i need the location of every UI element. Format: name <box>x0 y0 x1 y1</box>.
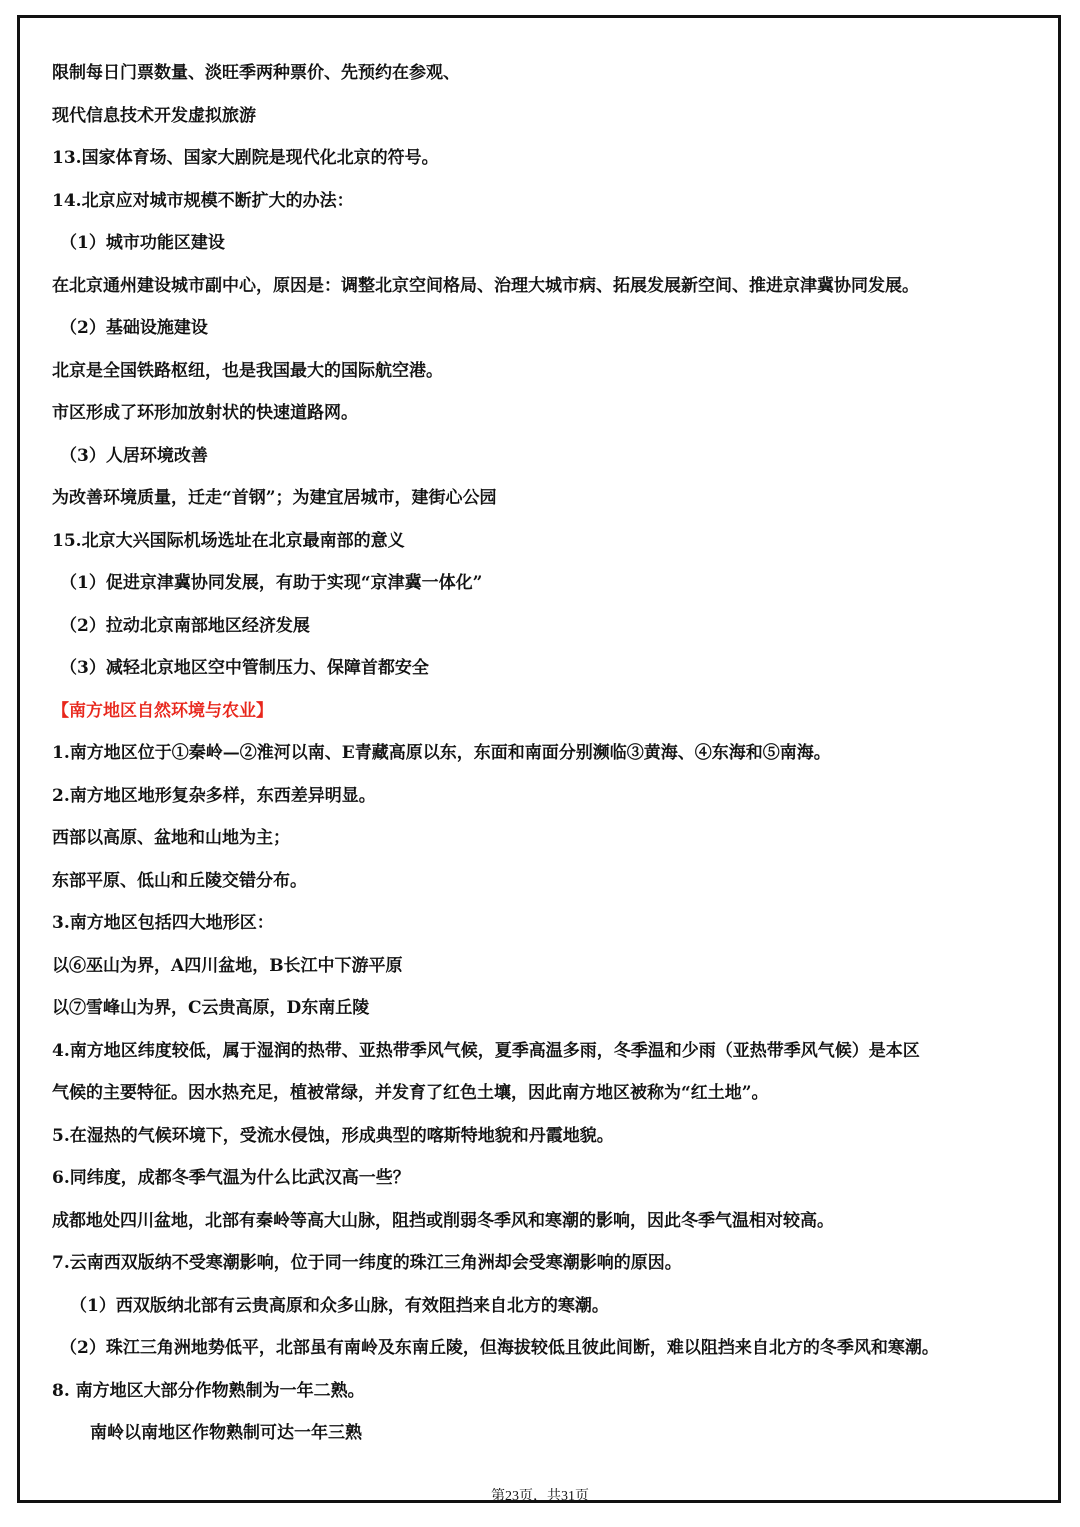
text-line-22: 以⑥巫山为界，A四川盆地，B长江中下游平原 <box>52 955 403 976</box>
page-number: 第23页，共31页 <box>491 1489 589 1504</box>
text-line-13: （1）促进京津冀协同发展，有助于实现“京津冀一体化” <box>60 573 483 593</box>
section-heading: 【南方地区自然环境与农业】 <box>52 700 273 721</box>
text-line-19: 西部以高原、盆地和山地为主； <box>52 828 290 848</box>
text-line-32: 8. 南方地区大部分作物熟制为一年二熟。 <box>52 1380 365 1401</box>
text-line-20: 东部平原、低山和丘陵交错分布。 <box>52 870 307 891</box>
text-line-8: 北京是全国铁路枢纽，也是我国最大的国际航空港。 <box>52 360 443 381</box>
text-line-15: （3）减轻北京地区空中管制压力、保障首都安全 <box>60 658 429 678</box>
text-line-18: 2.南方地区地形复杂多样，东西差异明显。 <box>52 785 376 806</box>
text-line-33: 南岭以南地区作物熟制可达一年三熟 <box>90 1423 362 1443</box>
text-line-4: 14.北京应对城市规模不断扩大的办法： <box>52 190 354 211</box>
text-line-3: 13.国家体育场、国家大剧院是现代化北京的符号。 <box>52 148 439 168</box>
text-line-26: 5.在湿热的气候环境下，受流水侵蚀，形成典型的喀斯特地貌和丹霞地貌。 <box>52 1125 614 1146</box>
text-line-23: 以⑦雪峰山为界，C云贵高原，D东南丘陵 <box>52 998 370 1018</box>
text-line-28: 成都地处四川盆地，北部有秦岭等高大山脉，阻挡或削弱冬季风和寒潮的影响，因此冬季气温相对较高。 <box>52 1210 834 1231</box>
text-line-25: 气候的主要特征。因水热充足，植被常绿，并发育了红色土壤，因此南方地区被称为“红土地”。 <box>52 1083 769 1103</box>
text-line-9: 市区形成了环形加放射状的快速道路网。 <box>52 403 358 423</box>
text-line-7: （2）基础设施建设 <box>60 318 208 338</box>
text-line-29: 7.云南西双版纳不受寒潮影响，位于同一纬度的珠江三角洲却会受寒潮影响的原因。 <box>52 1253 682 1273</box>
text-line-11: 为改善环境质量，迁走“首钢”；为建宜居城市，建街心公园 <box>52 488 497 508</box>
text-line-21: 3.南方地区包括四大地形区： <box>52 913 274 933</box>
text-line-2: 现代信息技术开发虚拟旅游 <box>52 105 256 126</box>
text-line-30: （1）西双版纳北部有云贵高原和众多山脉，有效阻挡来自北方的寒潮。 <box>70 1295 609 1316</box>
document-body <box>52 52 1032 1455</box>
text-line-17: 1.南方地区位于①秦岭—②淮河以南、E青藏高原以东，东面和南面分别濒临③黄海、④东海和⑤南海。 <box>52 743 831 763</box>
text-line-14: （2）拉动北京南部地区经济发展 <box>60 615 310 636</box>
text-line-24: 4.南方地区纬度较低，属于湿润的热带、亚热带季风气候，夏季高温多雨，冬季温和少雨（亚热带季风气候）是本区 <box>52 1040 920 1061</box>
text-line-10: （3）人居环境改善 <box>60 445 208 466</box>
text-line-27: 6.同纬度，成都冬季气温为什么比武汉高一些？ <box>52 1168 410 1188</box>
text-line-1: 限制每日门票数量、淡旺季两种票价、先预约在参观、 <box>52 63 460 83</box>
text-line-12: 15.北京大兴国际机场选址在北京最南部的意义 <box>52 530 405 551</box>
text-line-6: 在北京通州建设城市副中心，原因是：调整北京空间格局、治理大城市病、拓展发展新空间、推进京津冀协同发展。 <box>52 275 919 296</box>
text-line-31: （2）珠江三角洲地势低平，北部虽有南岭及东南丘陵，但海拔较低且彼此间断，难以阻挡来自北方的冬季风和寒潮。 <box>60 1338 939 1358</box>
text-line-5: （1）城市功能区建设 <box>60 233 225 253</box>
